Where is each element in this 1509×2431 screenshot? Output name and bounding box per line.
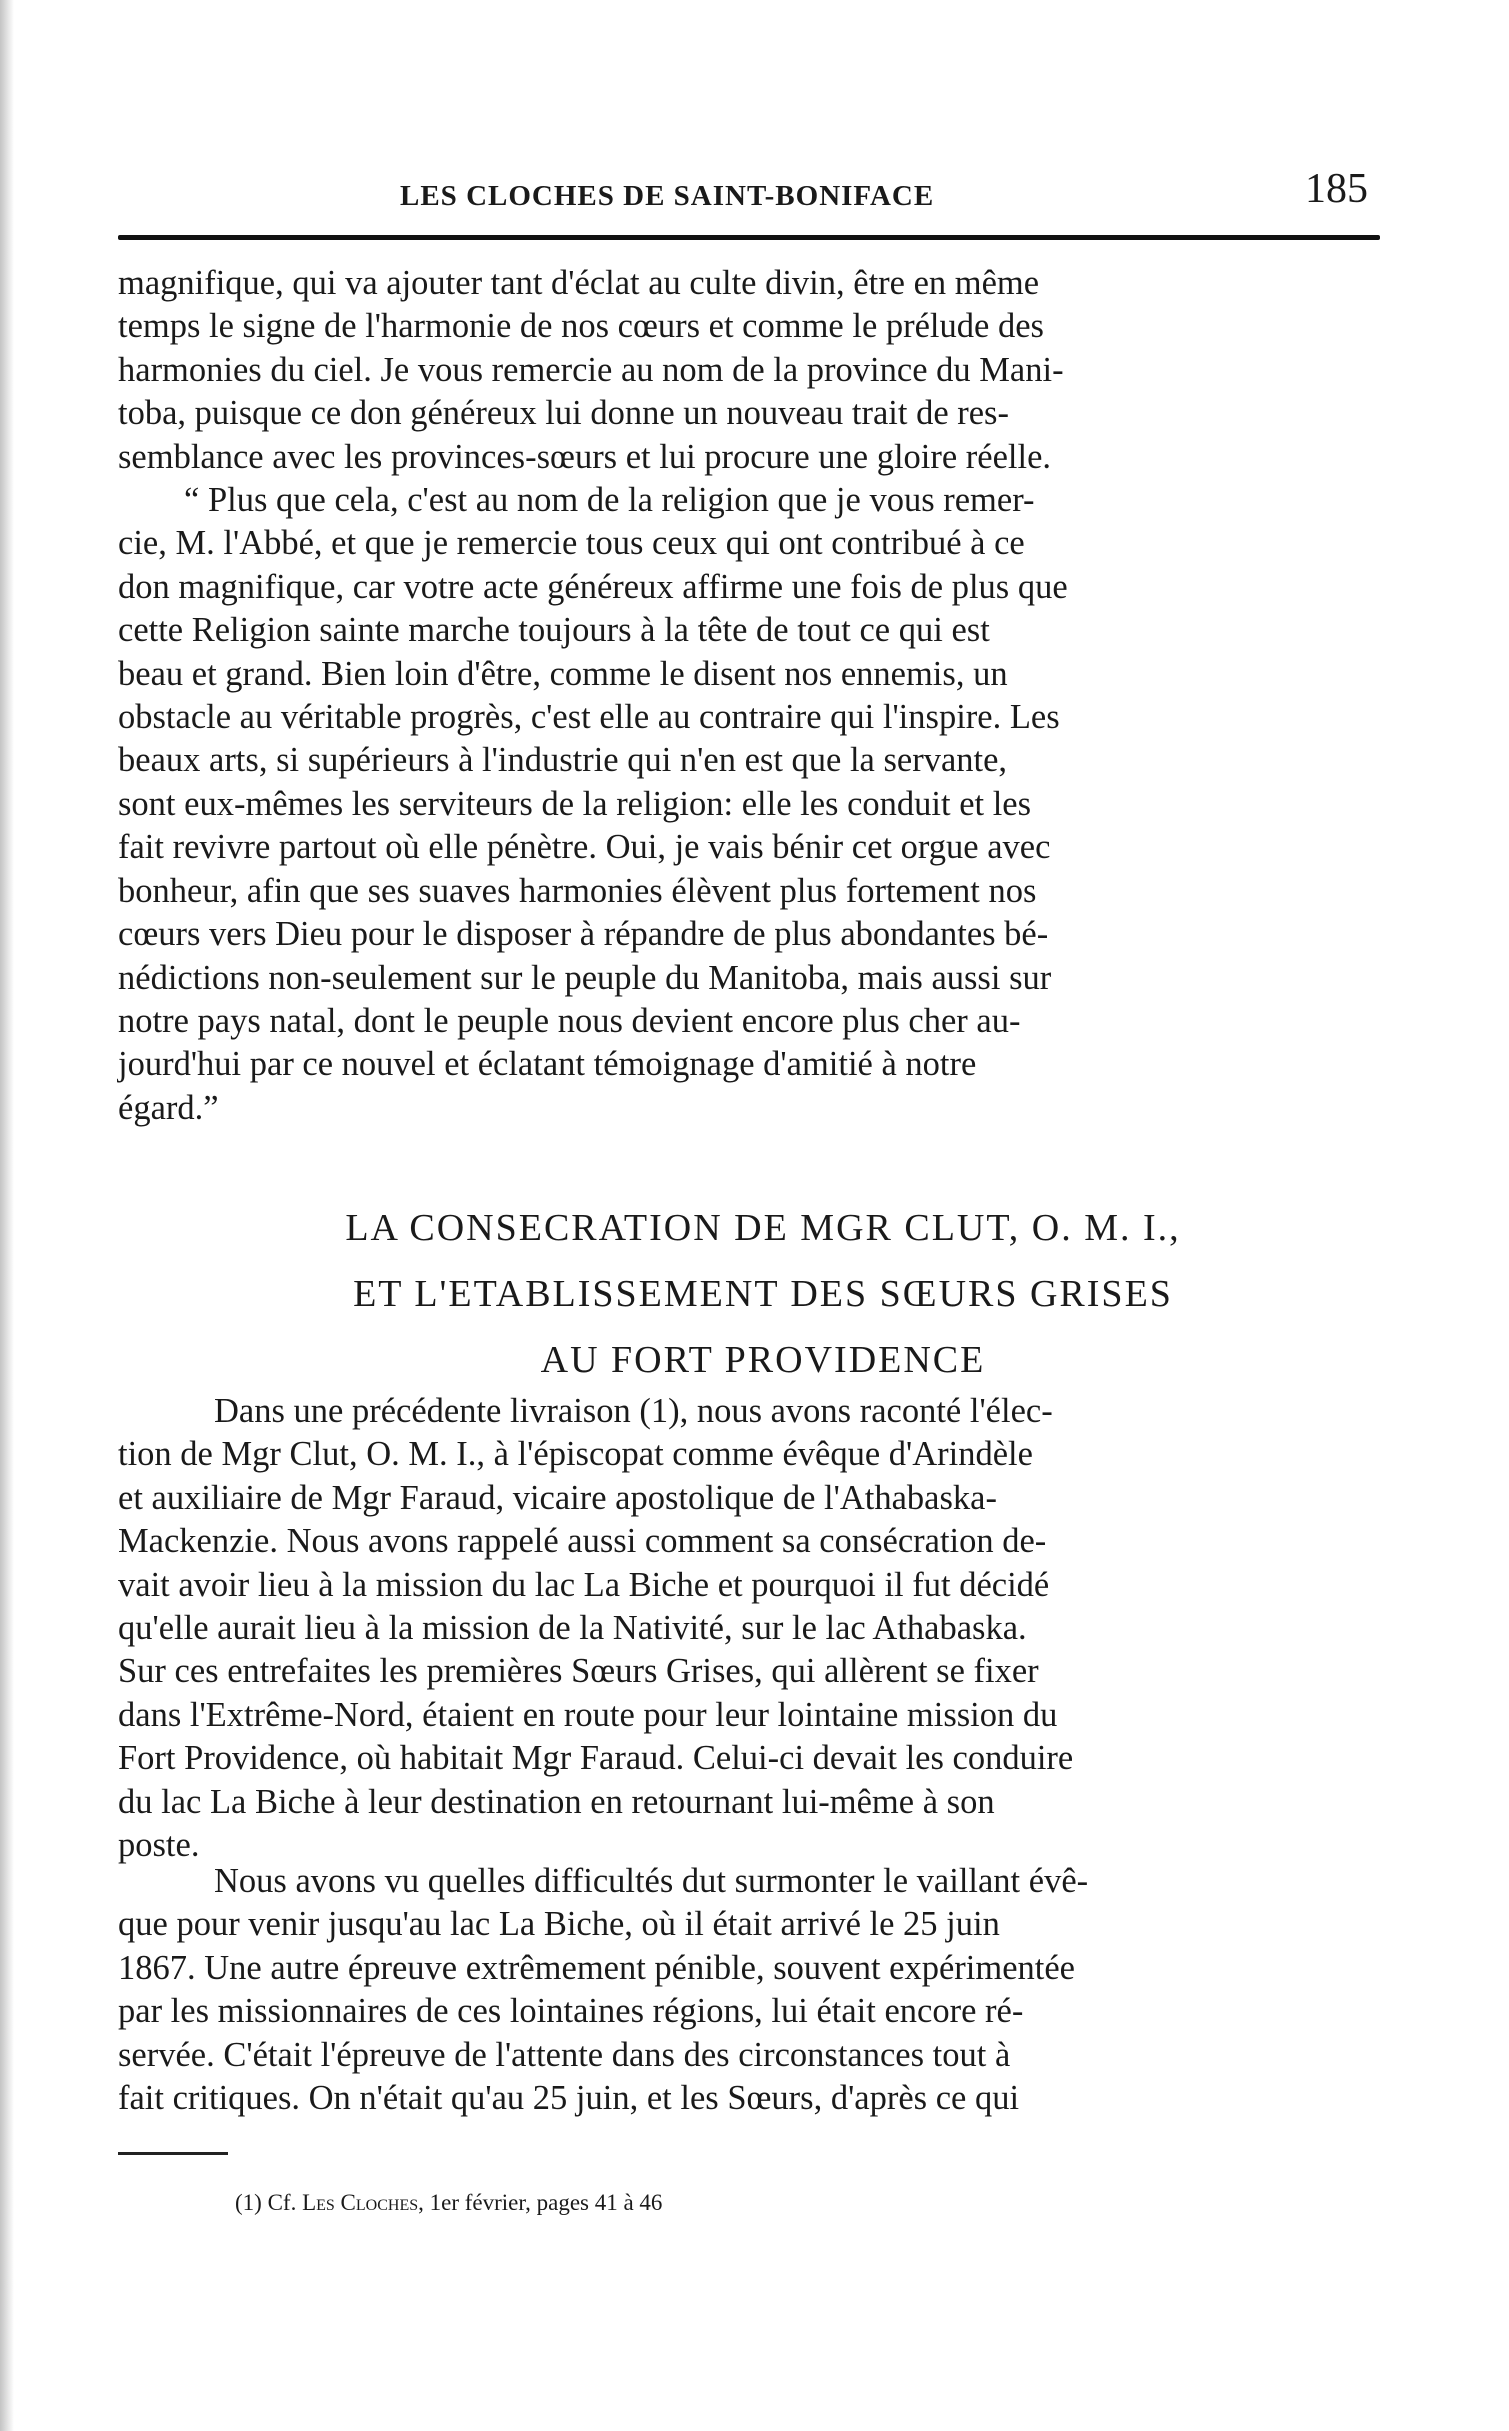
footnote-details: 1er février, pages 41 à 46 (429, 2190, 663, 2215)
text-line: beaux arts, si supérieurs à l'industrie qui n'en est que la servante, (118, 741, 1008, 780)
footnote-marker: (1) Cf. (235, 2190, 297, 2215)
text-line: égard.” (118, 1088, 219, 1127)
text-line: “ Plus que cela, c'est au nom de la religion que je vous remer- (184, 481, 1035, 520)
page-spine-shadow (0, 0, 14, 2431)
text-line: temps le signe de l'harmonie de nos cœurs et comme le prélude des (118, 307, 1044, 346)
text-line: Fort Providence, où habitait Mgr Faraud. Celui-ci devait les conduire (118, 1739, 1074, 1778)
paragraph-3 (118, 1860, 1408, 2120)
text-line: Mackenzie. Nous avons rappelé aussi comment sa consécration de- (118, 1522, 1047, 1561)
heading-line: ET L'ETABLISSEMENT DES SŒURS GRISES (353, 1273, 1173, 1315)
text-line: harmonies du ciel. Je vous remercie au nom de la province du Mani- (118, 350, 1064, 389)
text-line: servée. C'était l'épreuve de l'attente dans des circonstances tout à (118, 2035, 1011, 2074)
header-rule (118, 235, 1380, 240)
text-line: cœurs vers Dieu pour le disposer à répandre de plus abondantes bé- (118, 915, 1049, 954)
text-line: Dans une précédente livraison (1), nous avons raconté l'élec- (214, 1392, 1053, 1430)
text-line: que pour venir jusqu'au lac La Biche, où il était arrivé le 25 juin (118, 1905, 1000, 1944)
text-line: tion de Mgr Clut, O. M. I., à l'épiscopat comme évêque d'Arindèle (118, 1435, 1033, 1474)
section-heading (118, 1195, 1408, 1393)
text-line: sont eux-mêmes les serviteurs de la religion: elle les conduit et les (118, 784, 1032, 823)
text-line: jourd'hui par ce nouvel et éclatant témoignage d'amitié à notre (118, 1045, 977, 1084)
paragraph-1 (118, 262, 1408, 1130)
text-line: cie, M. l'Abbé, et que je remercie tous ceux qui ont contribué à ce (118, 524, 1025, 563)
text-line: bonheur, afin que ses suaves harmonies élèvent plus fortement nos (118, 871, 1037, 910)
text-line: poste. (118, 1826, 200, 1865)
text-line: par les missionnaires de ces lointaines régions, lui était encore ré- (118, 1992, 1024, 2031)
text-line: cette Religion sainte marche toujours à la tête de tout ce qui est (118, 611, 990, 650)
heading-line: AU FORT PROVIDENCE (540, 1339, 986, 1381)
footnote-source-title: Les Cloches, (302, 2190, 424, 2215)
text-line: fait revivre partout où elle pénètre. Oui, je vais bénir cet orgue avec (118, 828, 1051, 867)
text-line: don magnifique, car votre acte généreux affirme une fois de plus que (118, 567, 1068, 606)
text-line: du lac La Biche à leur destination en retournant lui-même à son (118, 1782, 995, 1821)
text-line: Sur ces entrefaites les premières Sœurs Grises, qui allèrent se fixer (118, 1652, 1039, 1691)
text-line: Nous avons vu quelles difficultés dut surmonter le vaillant évê- (214, 1862, 1089, 1900)
text-line: toba, puisque ce don généreux lui donne un nouveau trait de res- (118, 394, 1009, 433)
footnote (235, 2190, 662, 2216)
text-line: semblance avec les provinces-sœurs et lui procure une gloire réelle. (118, 437, 1052, 476)
text-line: nédictions non-seulement sur le peuple du Manitoba, mais aussi sur (118, 958, 1052, 997)
footnote-rule (118, 2152, 228, 2155)
heading-line: LA CONSECRATION DE MGR CLUT, O. M. I., (345, 1207, 1181, 1249)
text-line: fait critiques. On n'était qu'au 25 juin, et les Sœurs, d'après ce qui (118, 2079, 1020, 2118)
text-line: obstacle au véritable progrès, c'est elle au contraire qui l'inspire. Les (118, 698, 1060, 737)
text-line: notre pays natal, dont le peuple nous devient encore plus cher au- (118, 1001, 1021, 1040)
running-title: LES CLOCHES DE SAINT-BONIFACE (400, 180, 935, 212)
page-number: 185 (1305, 166, 1368, 212)
text-line: et auxiliaire de Mgr Faraud, vicaire apostolique de l'Athabaska- (118, 1478, 997, 1517)
text-line: 1867. Une autre épreuve extrêmement pénible, souvent expérimentée (118, 1948, 1075, 1987)
text-line: dans l'Extrême-Nord, étaient en route pour leur lointaine mission du (118, 1695, 1058, 1734)
paragraph-2 (118, 1390, 1408, 1867)
text-line: beau et grand. Bien loin d'être, comme le disent nos ennemis, un (118, 654, 1008, 693)
text-line: vait avoir lieu à la mission du lac La Biche et pourquoi il fut décidé (118, 1565, 1050, 1604)
text-line: qu'elle aurait lieu à la mission de la Nativité, sur le lac Athabaska. (118, 1609, 1027, 1648)
text-line: magnifique, qui va ajouter tant d'éclat au culte divin, être en même (118, 264, 1040, 302)
